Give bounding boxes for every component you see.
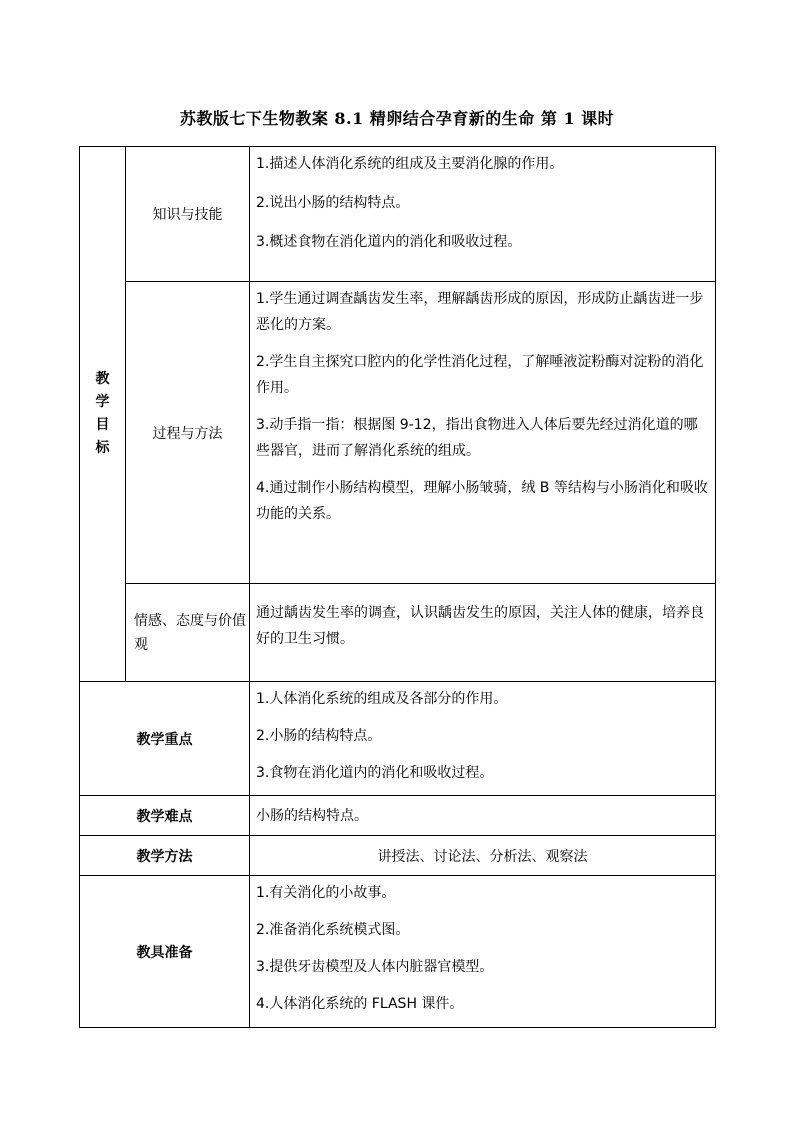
lesson-plan-table	[79, 146, 716, 1028]
row-knowledge	[80, 147, 716, 282]
material-item: 1.有关消化的小故事。	[256, 885, 396, 901]
attitude-text: 通过龋齿发生率的调查，认识龋齿发生的原因，关注人体的健康，培养良好的卫生习惯。	[256, 605, 704, 647]
process-item: 4.通过制作小肠结构模型，理解小肠皱骑，绒 B 等结构与小肠消化和吸收功能的关系。	[256, 480, 708, 522]
key-points-label: 教学重点	[80, 682, 250, 796]
knowledge-item: 2.说出小肠的结构特点。	[256, 195, 410, 211]
material-item: 4.人体消化系统的 FLASH 课件。	[256, 996, 464, 1012]
knowledge-item: 3.概述食物在消化道内的消化和吸收过程。	[256, 234, 522, 250]
objectives-label	[80, 147, 126, 682]
attitude-content	[250, 584, 716, 682]
row-attitude	[80, 584, 716, 682]
objectives-label-text: 教 学 目 标	[95, 371, 110, 456]
row-methods	[80, 836, 716, 876]
row-materials	[80, 876, 716, 1028]
process-content	[250, 282, 716, 584]
difficulty-text: 小肠的结构特点。	[256, 807, 368, 824]
knowledge-item: 1.描述人体消化系统的组成及主要消化腺的作用。	[256, 156, 564, 172]
page-title: 苏教版七下生物教案 8.1 精卵结合孕育新的生命 第 1 课时	[179, 109, 615, 128]
process-label: 过程与方法	[126, 282, 250, 584]
methods-label: 教学方法	[80, 836, 250, 876]
difficulty-content	[250, 796, 716, 836]
knowledge-content	[250, 147, 716, 282]
methods-text: 讲授法、讨论法、分析法、观察法	[250, 836, 716, 876]
key-point-item: 3.食物在消化道内的消化和吸收过程。	[256, 765, 494, 781]
material-item: 3.提供牙齿模型及人体内脏器官模型。	[256, 959, 494, 975]
key-point-item: 2.小肠的结构特点。	[256, 728, 382, 744]
difficulty-label: 教学难点	[80, 796, 250, 836]
process-item: 1.学生通过调查龋齿发生率，理解龋齿形成的原因，形成防止龋齿进一步恶化的方案。	[256, 291, 704, 333]
row-process	[80, 282, 716, 584]
process-item: 3.动手指一指：根据图 9-12，指出食物进入人体后要先经过消化道的哪些器官，进而了解消化系统的组成。	[256, 417, 698, 459]
materials-content	[250, 876, 716, 1028]
key-points-content	[250, 682, 716, 796]
process-item: 2.学生自主探究口腔内的化学性消化过程，了解唾液淀粉酶对淀粉的消化作用。	[256, 354, 704, 396]
materials-label: 教具准备	[80, 876, 250, 1028]
material-item: 2.准备消化系统模式图。	[256, 922, 410, 938]
row-key-points	[80, 682, 716, 796]
row-difficulty	[80, 796, 716, 836]
attitude-label: 情感、态度与价值观	[126, 584, 250, 682]
key-point-item: 1.人体消化系统的组成及各部分的作用。	[256, 691, 508, 707]
knowledge-label: 知识与技能	[126, 147, 250, 282]
